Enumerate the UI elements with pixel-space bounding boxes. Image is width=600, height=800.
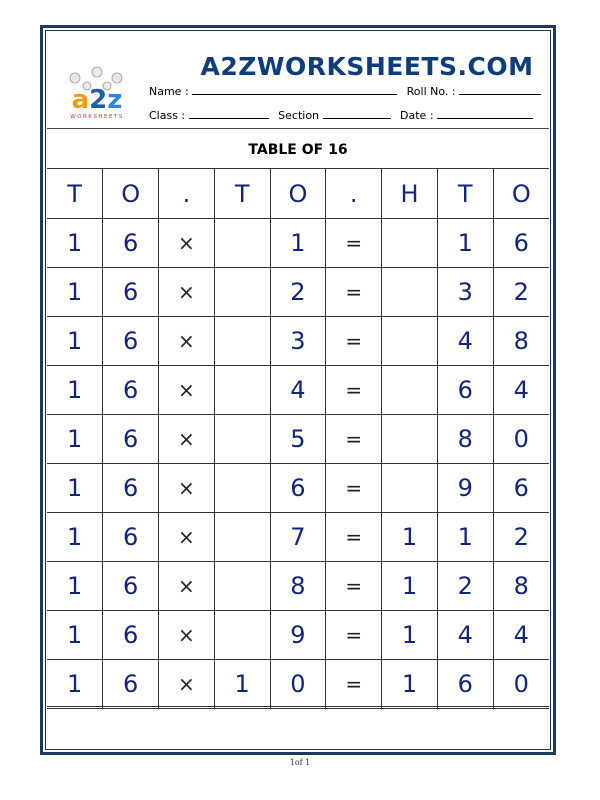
digit-cell[interactable] — [214, 219, 270, 268]
name-field[interactable] — [192, 84, 397, 95]
table-body — [47, 169, 549, 709]
table-row — [47, 464, 549, 513]
operator-cell: × — [159, 268, 215, 317]
table-row — [47, 611, 549, 660]
digit-cell: 1 — [47, 562, 103, 611]
digit-cell: 4 — [493, 611, 549, 660]
digit-cell: 6 — [493, 219, 549, 268]
operator-cell: = — [326, 366, 382, 415]
digit-cell: 1 — [437, 513, 493, 562]
digit-cell: 1 — [47, 219, 103, 268]
table-row — [47, 660, 549, 709]
table-row — [47, 317, 549, 366]
column-header: O — [270, 169, 326, 219]
a2z-logo-icon — [57, 62, 137, 122]
operator-cell: × — [159, 317, 215, 366]
digit-cell[interactable] — [382, 415, 438, 464]
name-label: Name : — [149, 85, 189, 98]
table-row — [47, 268, 549, 317]
operator-cell: × — [159, 660, 215, 709]
digit-cell: 1 — [47, 366, 103, 415]
date-label: Date : — [400, 109, 434, 122]
operator-cell: = — [326, 562, 382, 611]
digit-cell[interactable] — [382, 219, 438, 268]
digit-cell: 6 — [437, 660, 493, 709]
digit-cell: 6 — [270, 464, 326, 513]
digit-cell: 1 — [47, 415, 103, 464]
class-field[interactable] — [189, 108, 269, 119]
table-header-row — [47, 169, 549, 219]
roll-field[interactable] — [459, 84, 541, 95]
table-row — [47, 219, 549, 268]
digit-cell[interactable] — [214, 317, 270, 366]
worksheet-header — [47, 32, 549, 129]
digit-cell: 6 — [103, 366, 159, 415]
operator-cell: × — [159, 513, 215, 562]
section-field[interactable] — [323, 108, 391, 119]
logo-text: a2z — [71, 85, 123, 115]
column-header: . — [326, 169, 382, 219]
class-label: Class : — [149, 109, 186, 122]
operator-cell: = — [326, 415, 382, 464]
digit-cell: 8 — [493, 562, 549, 611]
column-header: . — [159, 169, 215, 219]
digit-cell: 3 — [437, 268, 493, 317]
digit-cell[interactable] — [382, 366, 438, 415]
digit-cell: 2 — [493, 268, 549, 317]
column-header: T — [437, 169, 493, 219]
digit-cell: 6 — [103, 317, 159, 366]
site-title: A2ZWORKSHEETS.COM — [200, 52, 534, 81]
digit-cell: 1 — [437, 219, 493, 268]
digit-cell[interactable] — [382, 268, 438, 317]
date-field[interactable] — [437, 108, 533, 119]
operator-cell: = — [326, 317, 382, 366]
bottom-divider — [47, 706, 549, 707]
digit-cell: 4 — [437, 611, 493, 660]
digit-cell: 1 — [382, 562, 438, 611]
multiplication-table — [47, 168, 549, 709]
column-header: O — [103, 169, 159, 219]
worksheet-title: TABLE OF 16 — [248, 142, 348, 158]
operator-cell: × — [159, 562, 215, 611]
logo-subtext: WORKSHEETS — [70, 114, 124, 120]
digit-cell: 7 — [270, 513, 326, 562]
operator-cell: × — [159, 415, 215, 464]
digit-cell: 4 — [493, 366, 549, 415]
operator-cell: × — [159, 611, 215, 660]
digit-cell: 0 — [270, 660, 326, 709]
class-section-date-row — [149, 108, 533, 122]
table-row — [47, 562, 549, 611]
digit-cell[interactable] — [214, 366, 270, 415]
digit-cell: 1 — [214, 660, 270, 709]
digit-cell: 4 — [270, 366, 326, 415]
digit-cell[interactable] — [214, 268, 270, 317]
digit-cell: 8 — [437, 415, 493, 464]
digit-cell: 1 — [382, 611, 438, 660]
digit-cell: 2 — [437, 562, 493, 611]
operator-cell: = — [326, 660, 382, 709]
digit-cell: 6 — [103, 464, 159, 513]
operator-cell: × — [159, 366, 215, 415]
column-header: H — [382, 169, 438, 219]
digit-cell[interactable] — [214, 464, 270, 513]
digit-cell: 6 — [103, 513, 159, 562]
digit-cell: 0 — [493, 415, 549, 464]
digit-cell[interactable] — [214, 513, 270, 562]
digit-cell: 0 — [493, 660, 549, 709]
digit-cell: 1 — [270, 219, 326, 268]
digit-cell[interactable] — [214, 611, 270, 660]
digit-cell: 4 — [437, 317, 493, 366]
digit-cell: 2 — [493, 513, 549, 562]
section-label: Section — [278, 109, 320, 122]
digit-cell: 6 — [103, 268, 159, 317]
digit-cell: 1 — [47, 317, 103, 366]
digit-cell[interactable] — [214, 415, 270, 464]
digit-cell: 8 — [270, 562, 326, 611]
table-row — [47, 415, 549, 464]
column-header: T — [47, 169, 103, 219]
digit-cell[interactable] — [382, 317, 438, 366]
operator-cell: = — [326, 219, 382, 268]
digit-cell: 6 — [103, 415, 159, 464]
digit-cell: 6 — [493, 464, 549, 513]
digit-cell: 3 — [270, 317, 326, 366]
digit-cell[interactable] — [382, 464, 438, 513]
digit-cell: 1 — [47, 611, 103, 660]
column-header: T — [214, 169, 270, 219]
table-row — [47, 366, 549, 415]
digit-cell: 6 — [103, 660, 159, 709]
digit-cell: 1 — [382, 660, 438, 709]
digit-cell: 1 — [47, 660, 103, 709]
digit-cell: 6 — [437, 366, 493, 415]
digit-cell: 2 — [270, 268, 326, 317]
digit-cell: 5 — [270, 415, 326, 464]
digit-cell: 6 — [103, 219, 159, 268]
digit-cell: 6 — [103, 562, 159, 611]
operator-cell: = — [326, 611, 382, 660]
digit-cell: 1 — [382, 513, 438, 562]
digit-cell: 8 — [493, 317, 549, 366]
digit-cell: 1 — [47, 513, 103, 562]
operator-cell: × — [159, 464, 215, 513]
digit-cell: 1 — [47, 268, 103, 317]
digit-cell: 6 — [103, 611, 159, 660]
page-number: 1of 1 — [289, 758, 311, 767]
roll-label: Roll No. : — [406, 85, 456, 98]
operator-cell: = — [326, 464, 382, 513]
name-roll-row — [149, 84, 541, 98]
digit-cell[interactable] — [214, 562, 270, 611]
table-row — [47, 513, 549, 562]
operator-cell: = — [326, 513, 382, 562]
digit-cell: 1 — [47, 464, 103, 513]
operator-cell: × — [159, 219, 215, 268]
digit-cell: 9 — [437, 464, 493, 513]
column-header: O — [493, 169, 549, 219]
operator-cell: = — [326, 268, 382, 317]
digit-cell: 9 — [270, 611, 326, 660]
